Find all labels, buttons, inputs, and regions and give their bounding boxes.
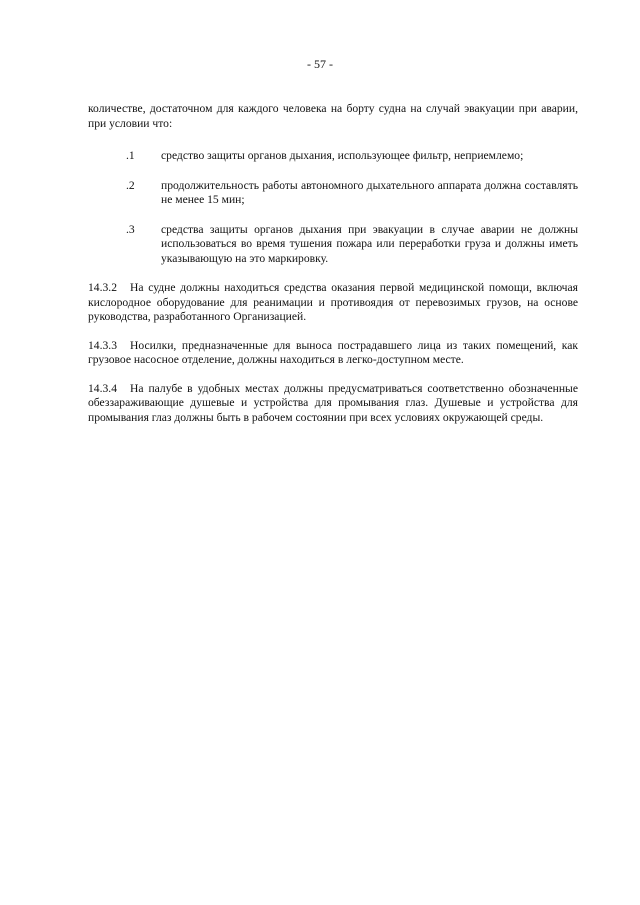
section-number: 14.3.2 bbox=[88, 281, 117, 294]
list-item-text: средство защиты органов дыхания, использующее фильтр, неприемлемо; bbox=[161, 149, 524, 162]
list-item-text: продолжительность работы автономного дыхательного аппарата должна составлять не менее 15 мин; bbox=[161, 178, 578, 206]
list-item bbox=[88, 149, 578, 164]
list-item-number: .1 bbox=[126, 149, 135, 162]
page-number: - 57 - bbox=[307, 57, 333, 71]
section-text: Носилки, предназначенные для выноса пострадавшего лица из таких помещений, как грузовое насосное отделение, должны находиться в легко-доступном месте. bbox=[88, 338, 578, 366]
list-item bbox=[88, 179, 578, 208]
list-item-text: средства защиты органов дыхания при эвакуации в случае аварии не должны использоваться во время тушения пожара или переработки груза и должны иметь указывающую на это маркировку. bbox=[161, 222, 578, 265]
section-number: 14.3.3 bbox=[88, 338, 117, 352]
section-14-3-2 bbox=[88, 281, 578, 325]
section-text: На палубе в удобных местах должны предусматриваться соответственно обозначенные обеззараживающие душевые и устройства для промывания глаз. Душевые и устройства для промывания глаз должны быть в рабочем состоянии при всех условиях окружающей среды. bbox=[88, 381, 578, 424]
document-body bbox=[88, 102, 578, 425]
list-item-number: .3 bbox=[126, 222, 135, 236]
list-item bbox=[88, 223, 578, 267]
section-14-3-3 bbox=[88, 339, 578, 368]
section-14-3-4 bbox=[88, 382, 578, 426]
list-item-number: .2 bbox=[126, 178, 135, 192]
section-text: На судне должны находиться средства оказания первой медицинской помощи, включая кислородное оборудование для реанимации и противоядия от перевозимых грузов, на основе руководства, разработанного Организацией. bbox=[88, 281, 578, 323]
numbered-list bbox=[88, 149, 578, 266]
section-number: 14.3.4 bbox=[88, 381, 117, 395]
intro-paragraph: количестве, достаточном для каждого человека на борту судна на случай эвакуации при аварии, при условии что: bbox=[88, 102, 578, 130]
